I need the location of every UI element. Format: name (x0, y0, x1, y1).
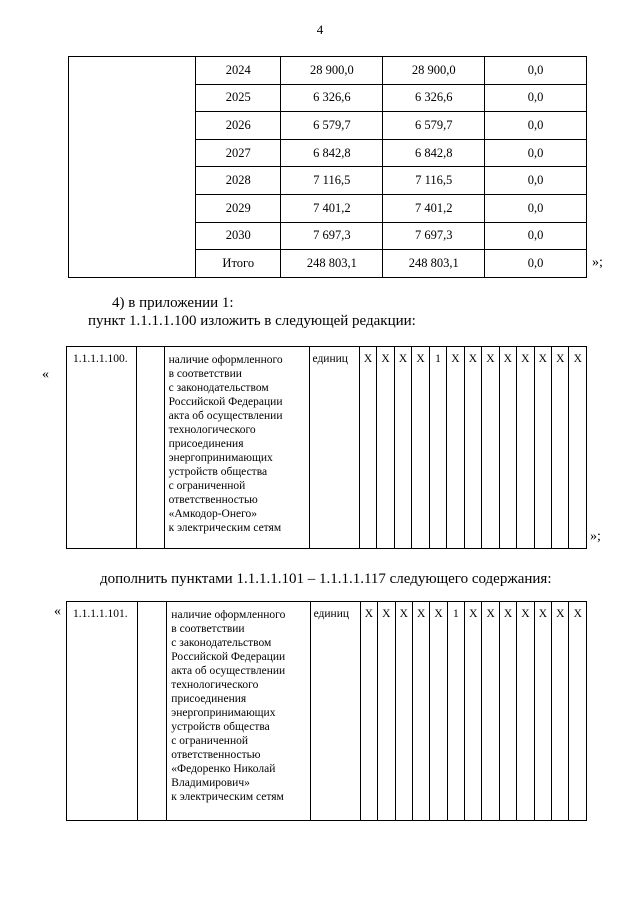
section4-line1: 4) в приложении 1: (112, 295, 234, 311)
finance-table-empty-cell (69, 57, 196, 278)
item100-number: 1.1.1.1.100. (67, 347, 137, 549)
item101-table (66, 601, 587, 821)
finance-value-cell: 6 326,6 (281, 84, 383, 112)
finance-table-closing-mark: »; (592, 255, 603, 270)
finance-value-cell: 0,0 (485, 194, 587, 222)
finance-value-cell: 0,0 (485, 84, 587, 112)
finance-value-cell: 7 116,5 (383, 167, 485, 195)
item100-mark: X (569, 347, 587, 549)
item100-mark: X (359, 347, 376, 549)
finance-value-cell: 248 803,1 (383, 250, 485, 278)
item100-mark: X (482, 347, 499, 549)
item101-description (167, 602, 310, 821)
item100-closing-mark: »; (590, 529, 601, 544)
item101-mark: X (517, 602, 534, 821)
item100-mark: X (464, 347, 481, 549)
finance-value-cell: 248 803,1 (281, 250, 383, 278)
finance-year-cell: 2024 (196, 57, 281, 85)
finance-value-cell: 7 697,3 (281, 222, 383, 250)
item100-empty-cell (136, 347, 164, 549)
item101-mark: X (499, 602, 516, 821)
item100-description (164, 347, 309, 549)
finance-value-cell: 6 579,7 (383, 112, 485, 140)
item101-description-text: наличие оформленного в соответствии с законодательством Российской Федерации акта об осуществлении технологического присоединения энергопринимающих устройств общества с ограниченной ответственностью «Федоренко Николай Владимирович» к электрическим сетям (171, 609, 286, 803)
finance-year-cell: 2027 (196, 139, 281, 167)
finance-value-cell: 7 401,2 (281, 194, 383, 222)
item100-mark: X (447, 347, 464, 549)
finance-value-cell: 28 900,0 (281, 57, 383, 85)
item101-row (67, 602, 587, 821)
finance-value-cell: 0,0 (485, 167, 587, 195)
finance-value-cell: 0,0 (485, 57, 587, 85)
item100-open-quote: « (42, 367, 49, 382)
item100-mark: X (377, 347, 394, 549)
finance-table (68, 56, 587, 278)
finance-value-cell: 7 116,5 (281, 167, 383, 195)
finance-value-cell: 6 842,8 (281, 139, 383, 167)
item101-mark: X (552, 602, 569, 821)
item101-mark: 1 (447, 602, 464, 821)
item101-mark: X (412, 602, 429, 821)
finance-value-cell: 6 842,8 (383, 139, 485, 167)
item100-mark: X (534, 347, 551, 549)
item100-unit: единиц (309, 347, 359, 549)
item100-mark: X (394, 347, 411, 549)
finance-value-cell: 0,0 (485, 112, 587, 140)
page-number: 4 (316, 22, 324, 37)
item100-mark: X (412, 347, 429, 549)
finance-year-cell: 2028 (196, 167, 281, 195)
finance-value-cell: 0,0 (485, 222, 587, 250)
item101-mark: X (482, 602, 499, 821)
item101-empty-cell (137, 602, 167, 821)
item100-description-text: наличие оформленного в соответствии с законодательством Российской Федерации акта об осуществлении технологического присоединения энергопринимающих устройств общества с ограниченной ответственностью «Амкодор-Онего» к электрическим сетям (168, 354, 283, 534)
finance-year-cell: 2030 (196, 222, 281, 250)
item101-mark: X (534, 602, 551, 821)
finance-value-cell: 28 900,0 (383, 57, 485, 85)
item101-open-quote: « (54, 604, 61, 619)
section4-line2: пункт 1.1.1.1.100 изложить в следующей редакции: (88, 313, 416, 329)
supplement-text: дополнить пунктами 1.1.1.1.101 – 1.1.1.1.117 следующего содержания: (100, 571, 552, 587)
item100-mark: X (517, 347, 534, 549)
item101-mark: X (360, 602, 377, 821)
finance-table-row (69, 57, 587, 85)
item100-table (66, 346, 587, 549)
finance-value-cell: 6 579,7 (281, 112, 383, 140)
finance-value-cell: 7 401,2 (383, 194, 485, 222)
item100-mark: X (499, 347, 516, 549)
item101-number: 1.1.1.1.101. (67, 602, 138, 821)
finance-value-cell: 7 697,3 (383, 222, 485, 250)
finance-year-cell: 2029 (196, 194, 281, 222)
item101-mark: X (378, 602, 395, 821)
finance-year-cell: 2025 (196, 84, 281, 112)
finance-year-cell: Итого (196, 250, 281, 278)
item100-row (67, 347, 587, 549)
finance-value-cell: 6 326,6 (383, 84, 485, 112)
finance-value-cell: 0,0 (485, 139, 587, 167)
finance-year-cell: 2026 (196, 112, 281, 140)
item101-mark: X (395, 602, 412, 821)
item101-unit: единиц (310, 602, 360, 821)
item101-mark: X (465, 602, 482, 821)
finance-value-cell: 0,0 (485, 250, 587, 278)
item100-mark: X (552, 347, 569, 549)
item100-mark: 1 (429, 347, 446, 549)
item101-mark: X (569, 602, 587, 821)
item101-mark: X (430, 602, 447, 821)
